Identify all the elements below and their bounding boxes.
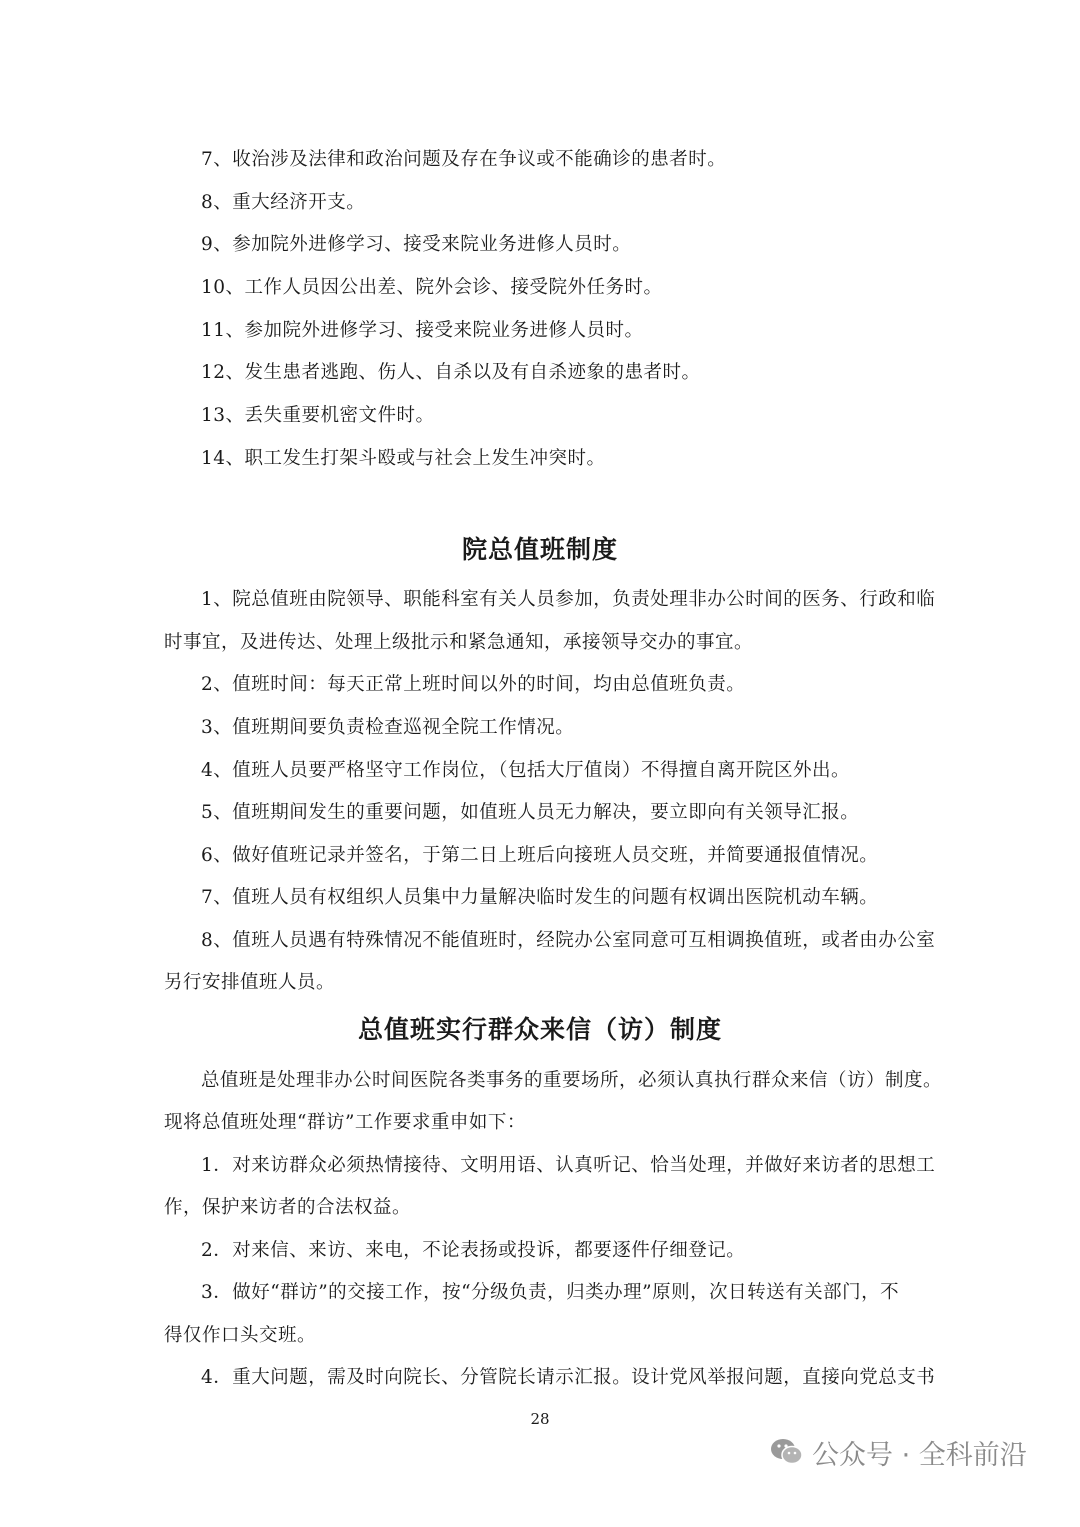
paragraph-line: 1．对来访群众必须热情接待、文明用语、认真听记、恰当处理，并做好来访者的思想工 — [201, 1155, 936, 1176]
paragraph-line: 另行安排值班人员。 — [164, 972, 336, 993]
paragraph-line: 时事宜，及进传达、处理上级批示和紧急通知，承接领导交办的事宜。 — [164, 632, 754, 653]
wechat-icon — [770, 1437, 804, 1467]
paragraph-line: 2、值班时间：每天正常上班时间以外的时间，均由总值班负责。 — [201, 674, 746, 695]
list-item: 11、参加院外进修学习、接受来院业务进修人员时。 — [201, 320, 644, 341]
section-title: 院总值班制度 — [461, 535, 618, 564]
watermark-text: 公众号 · 全科前沿 — [812, 1439, 1027, 1471]
paragraph-line: 现将总值班处理“群访”工作要求重申如下： — [164, 1112, 526, 1133]
paragraph-line: 得仅作口头交班。 — [164, 1325, 317, 1346]
paragraph-line: 1、院总值班由院领导、职能科室有关人员参加，负责处理非办公时间的医务、行政和临 — [201, 589, 936, 610]
list-item: 7、收治涉及法律和政治问题及存在争议或不能确诊的患者时。 — [201, 149, 727, 170]
paragraph-line: 6、做好值班记录并签名，于第二日上班后向接班人员交班，并简要通报值情况。 — [201, 845, 879, 866]
page-number: 28 — [530, 1410, 550, 1428]
section-title: 总值班实行群众来信（访）制度 — [357, 1015, 722, 1044]
list-item: 12、发生患者逃跑、伤人、自杀以及有自杀迹象的患者时。 — [201, 362, 701, 383]
watermark — [770, 1432, 1027, 1472]
paragraph-line: 2．对来信、来访、来电，不论表扬或投诉，都要逐件仔细登记。 — [201, 1240, 746, 1261]
list-item: 10、工作人员因公出差、院外会诊、接受院外任务时。 — [201, 277, 663, 298]
paragraph-line: 7、值班人员有权组织人员集中力量解决临时发生的问题有权调出医院机动车辆。 — [201, 887, 879, 908]
paragraph-line: 3、值班期间要负责检查巡视全院工作情况。 — [201, 717, 575, 738]
paragraph-line: 作，保护来访者的合法权益。 — [164, 1197, 412, 1218]
paragraph-line: 4、值班人员要严格坚守工作岗位，（包括大厅值岗）不得擅自离开院区外出。 — [201, 760, 851, 781]
list-item: 9、参加院外进修学习、接受来院业务进修人员时。 — [201, 234, 632, 255]
list-item: 8、重大经济开支。 — [201, 192, 366, 213]
paragraph-line: 3．做好“群访”的交接工作，按“分级负责，归类办理”原则，次日转送有关部门，不 — [201, 1282, 900, 1303]
paragraph-line: 5、值班期间发生的重要问题，如值班人员无力解决，要立即向有关领导汇报。 — [201, 802, 860, 823]
list-item: 13、丢失重要机密文件时。 — [201, 405, 435, 426]
paragraph-line: 8、值班人员遇有特殊情况不能值班时，经院办公室同意可互相调换值班，或者由办公室 — [201, 930, 936, 951]
list-item: 14、职工发生打架斗殴或与社会上发生冲突时。 — [201, 448, 606, 469]
paragraph-line: 总值班是处理非办公时间医院各类事务的重要场所，必须认真执行群众来信（访）制度。 — [201, 1070, 943, 1091]
paragraph-line: 4．重大问题，需及时向院长、分管院长请示汇报。设计党风举报问题，直接向党总支书 — [201, 1367, 936, 1388]
